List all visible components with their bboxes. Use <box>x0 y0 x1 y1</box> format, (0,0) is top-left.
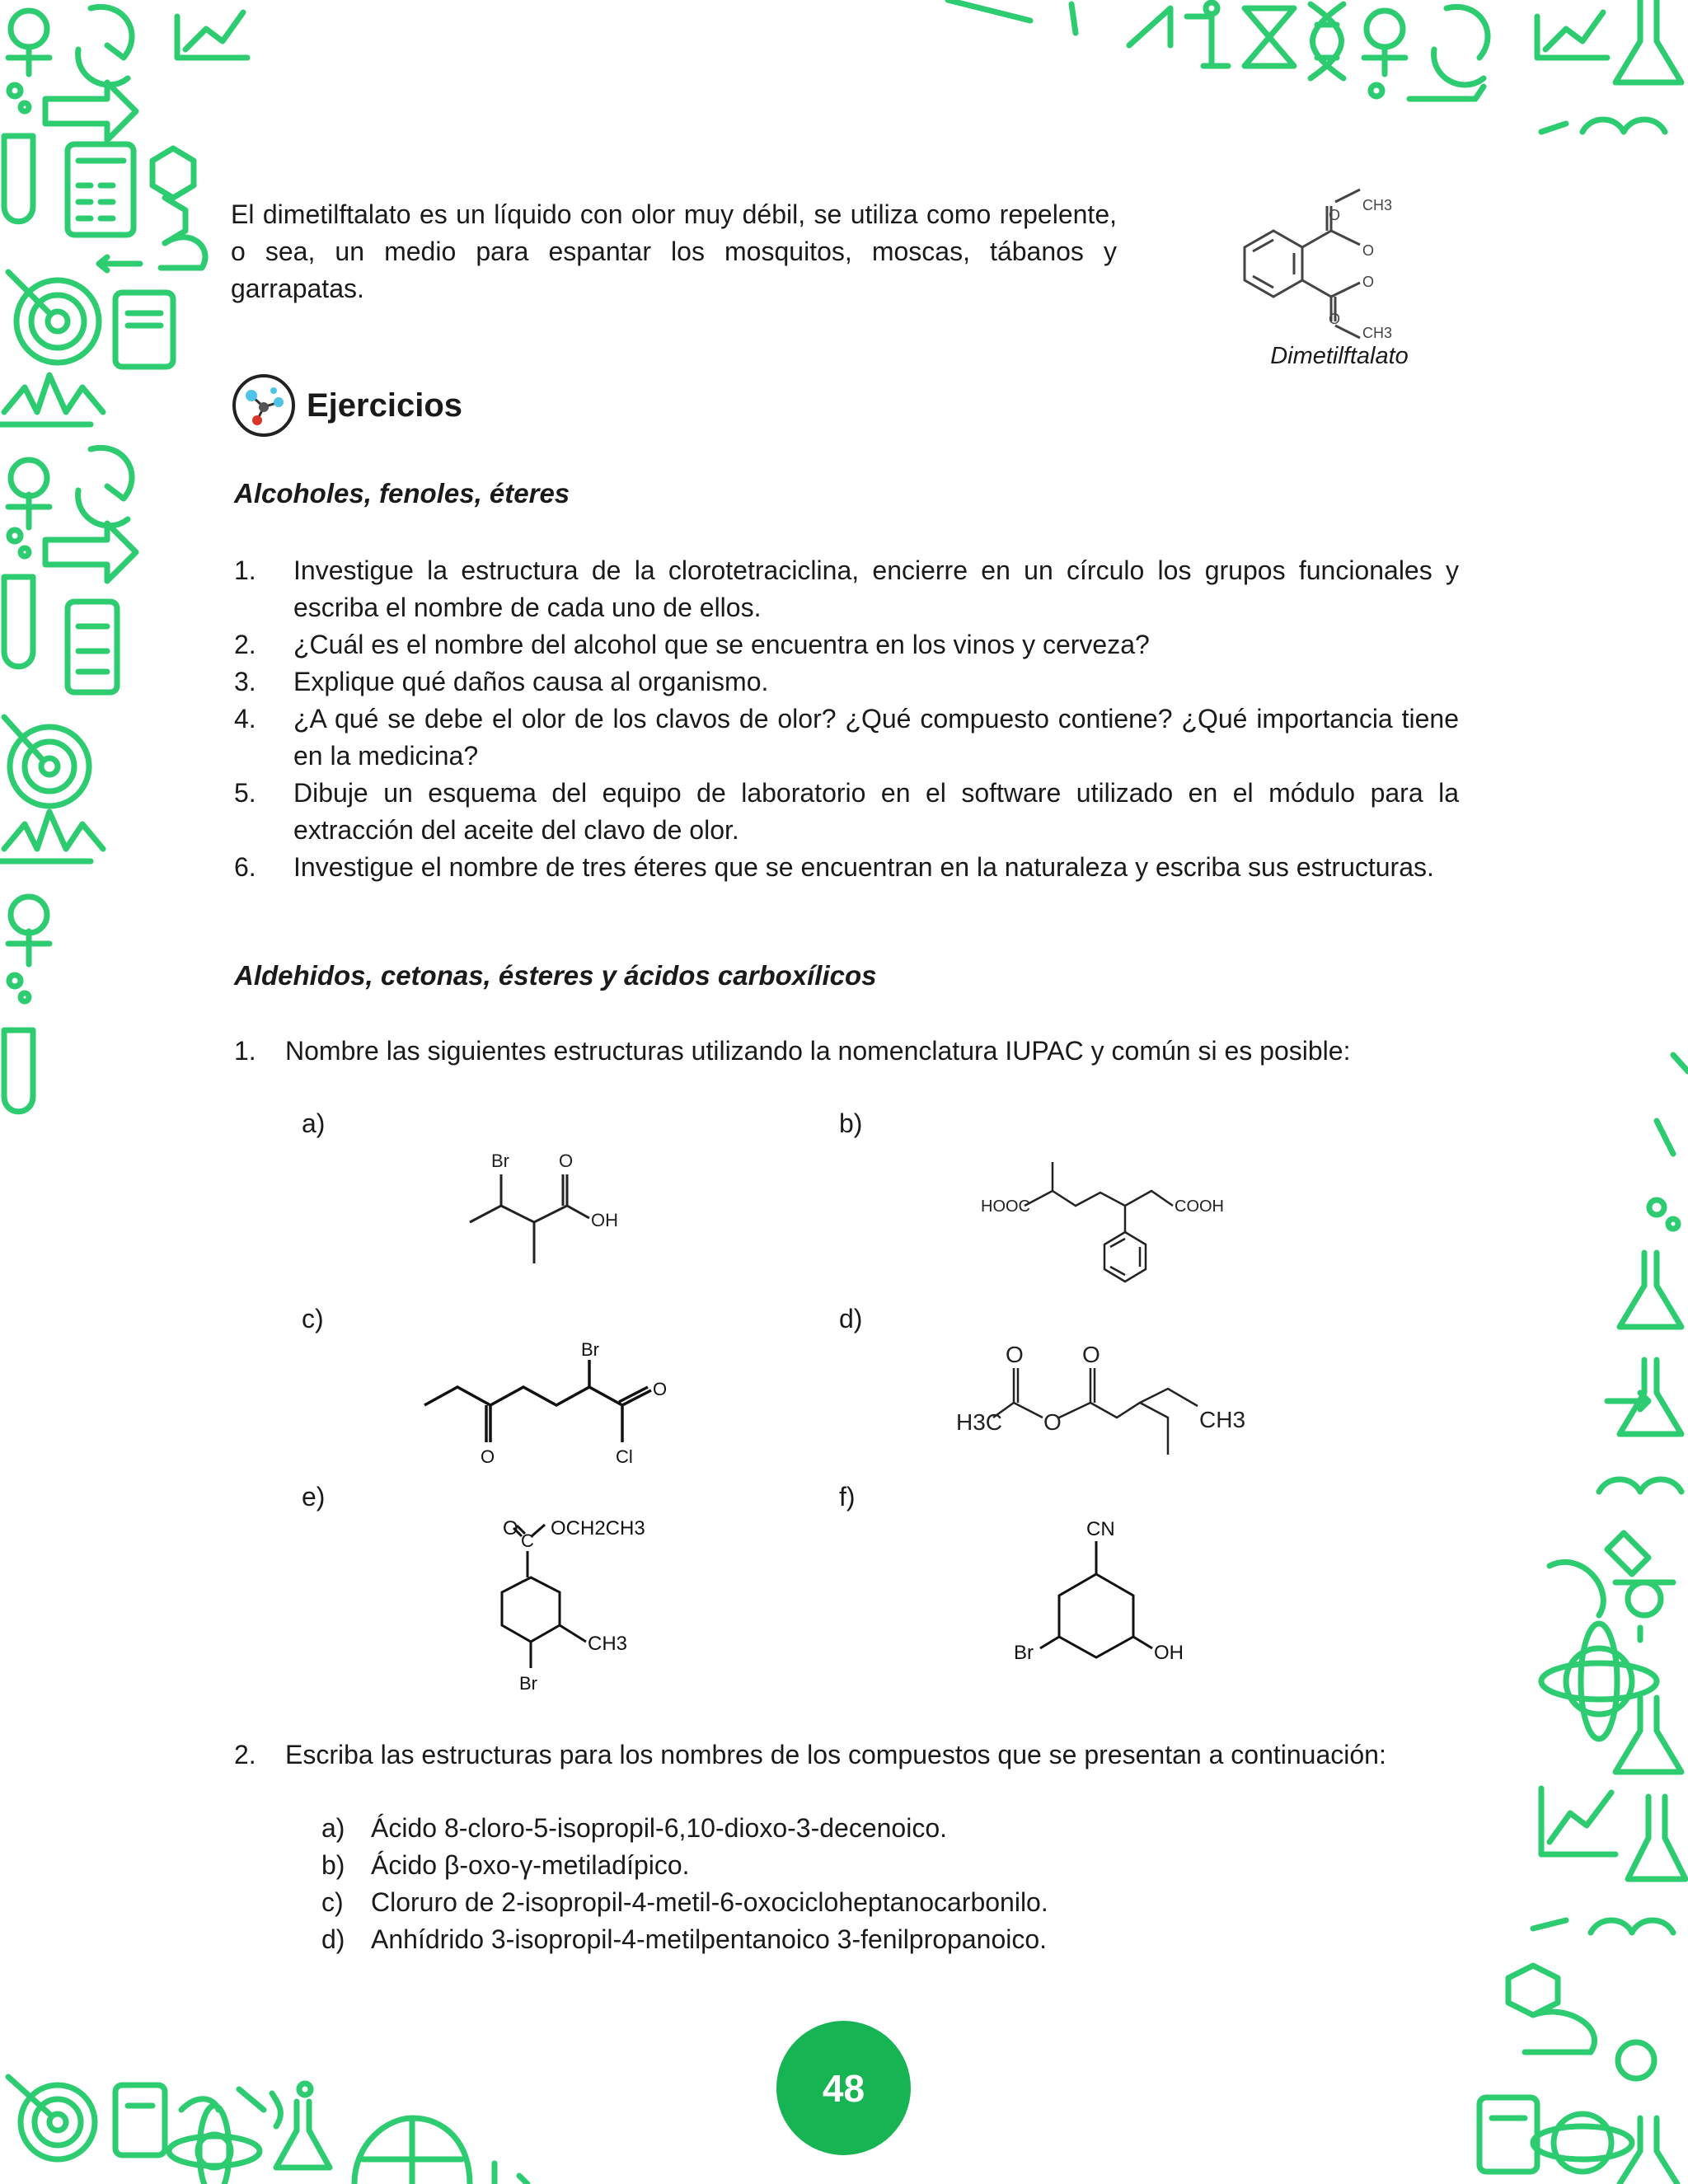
item-text: ¿Cuál es el nombre del alcohol que se encuentra en los vinos y cerveza? <box>293 630 1150 659</box>
list-item <box>234 1033 1459 1070</box>
oh-label: OH <box>591 1210 618 1230</box>
item-text: Ácido 8-cloro-5-isopropil-6,10-dioxo-3-decenoico. <box>371 1813 948 1843</box>
molecule-caption: Dimetilftalato <box>1270 343 1409 369</box>
o-label: O <box>503 1517 518 1540</box>
oh-label: OH <box>1154 1642 1184 1664</box>
item-text: Investigue la estructura de la clorotetraciclina, encierre en un círculo los grupos funcionales y escriba el nombre de cada uno de ellos. <box>293 555 1459 622</box>
ch3-label: CH3 <box>1362 325 1393 341</box>
section1-list <box>234 552 1459 886</box>
o-label: O <box>653 1379 668 1399</box>
structure-label-d: d) <box>839 1304 863 1333</box>
c-label: C <box>521 1530 534 1551</box>
item-text: Dibuje un esquema del equipo de laboratorio en el software utilizado en el módulo para la extracción del aceite del clavo de olor. <box>293 778 1459 845</box>
right-border-doodles <box>1479 1055 1688 2184</box>
bottom-border-doodles <box>8 2077 528 2184</box>
section1-title: Alcoholes, fenoles, éteres <box>234 478 570 509</box>
o-label: O <box>1082 1342 1100 1367</box>
item-number: 5. <box>234 778 256 808</box>
item-number: 1. <box>234 1036 256 1066</box>
list-item <box>321 1921 1048 1958</box>
list-item <box>234 849 1459 886</box>
cooh-label: COOH <box>1175 1197 1224 1216</box>
cl-label: Cl <box>616 1446 633 1467</box>
hooc-label: HOOC <box>981 1197 1030 1216</box>
ch3-label: CH3 <box>1362 197 1393 213</box>
item-letter: d) <box>321 1924 345 1954</box>
item-text: Anhídrido 3-isopropil-4-metilpentanoico 3-fenilpropanoico. <box>371 1924 1048 1954</box>
question-2 <box>234 1736 1459 1774</box>
o-label: O <box>1006 1342 1024 1367</box>
structure-f <box>1014 1515 1228 1671</box>
structure-label-a: a) <box>302 1108 326 1138</box>
o-label: O <box>1043 1409 1062 1435</box>
structure-label-e: e) <box>302 1482 326 1511</box>
list-item <box>234 701 1459 775</box>
list-item <box>321 1810 1048 1847</box>
list-item <box>234 552 1459 626</box>
top-border-doodles <box>948 0 1681 132</box>
item-text: Cloruro de 2-isopropil-4-metil-6-oxocicloheptanocarbonilo. <box>371 1887 1048 1917</box>
o-label: O <box>481 1446 495 1467</box>
br-label: Br <box>581 1339 599 1360</box>
o-label: O <box>1362 242 1375 259</box>
structure-b <box>977 1150 1257 1302</box>
item-number: 6. <box>234 852 256 882</box>
item-number: 1. <box>234 555 256 585</box>
item-letter: b) <box>321 1850 345 1880</box>
item-text: ¿A qué se debe el olor de los clavos de olor? ¿Qué compuesto contiene? ¿Qué importancia tiene en la medicina? <box>293 704 1459 771</box>
list-item <box>234 663 1459 701</box>
br-label: Br <box>519 1673 537 1694</box>
list-item <box>234 1736 1459 1774</box>
structure-a <box>462 1141 668 1273</box>
page-number-badge: 48 <box>776 2021 911 2155</box>
question-1 <box>234 1033 1459 1070</box>
item-number: 2. <box>234 1740 256 1769</box>
cn-label: CN <box>1086 1518 1115 1540</box>
ch3-label: CH3 <box>1199 1407 1246 1432</box>
structure-label-f: f) <box>839 1482 856 1511</box>
molecule-logo-icon <box>231 373 297 438</box>
structure-label-c: c) <box>302 1304 324 1333</box>
item-text: Nombre las siguientes estructuras utilizando la nomenclatura IUPAC y común si es posible: <box>285 1036 1351 1066</box>
item-letter: a) <box>321 1813 345 1843</box>
h3c-label: H3C <box>956 1409 1003 1435</box>
o-label: O <box>1362 274 1375 290</box>
list-item <box>234 626 1459 663</box>
item-letter: c) <box>321 1887 344 1917</box>
list-item <box>321 1884 1048 1921</box>
item-text: Escriba las estructuras para los nombres de los compuestos que se presentan a continuación: <box>285 1740 1386 1769</box>
item-number: 3. <box>234 667 256 696</box>
question-2-sublist <box>321 1810 1048 1958</box>
o-label: O <box>559 1151 574 1171</box>
ch3-label: CH3 <box>588 1633 628 1655</box>
structure-e <box>499 1510 746 1708</box>
och2ch3-label: OCH2CH3 <box>551 1517 645 1540</box>
item-text: Investigue el nombre de tres éteres que se encuentran en la naturaleza y escriba sus estructuras. <box>293 852 1434 882</box>
ejercicios-header <box>231 371 462 440</box>
ejercicios-title: Ejercicios <box>307 387 463 424</box>
list-item <box>234 775 1459 849</box>
o-label: O <box>1329 311 1341 327</box>
structure-d <box>952 1335 1265 1455</box>
br-label: Br <box>1014 1642 1034 1664</box>
item-number: 4. <box>234 704 256 733</box>
structure-label-b: b) <box>839 1108 863 1138</box>
list-item <box>321 1847 1048 1884</box>
o-label: O <box>1329 207 1341 223</box>
item-text: Explique qué daños causa al organismo. <box>293 667 769 696</box>
left-border-doodles <box>0 7 247 1111</box>
item-text: Ácido β-oxo-γ-metiladípico. <box>371 1850 690 1880</box>
intro-paragraph: El dimetilftalato es un líquido con olor muy débil, se utiliza como repelente, o sea, un medio para espantar los mosquitos, moscas, tábanos y garrapatas. <box>231 199 1117 303</box>
section2-title: Aldehidos, cetonas, ésteres y ácidos carboxílicos <box>234 960 877 991</box>
br-label: Br <box>491 1151 509 1171</box>
item-number: 2. <box>234 630 256 659</box>
structure-c <box>420 1339 692 1479</box>
